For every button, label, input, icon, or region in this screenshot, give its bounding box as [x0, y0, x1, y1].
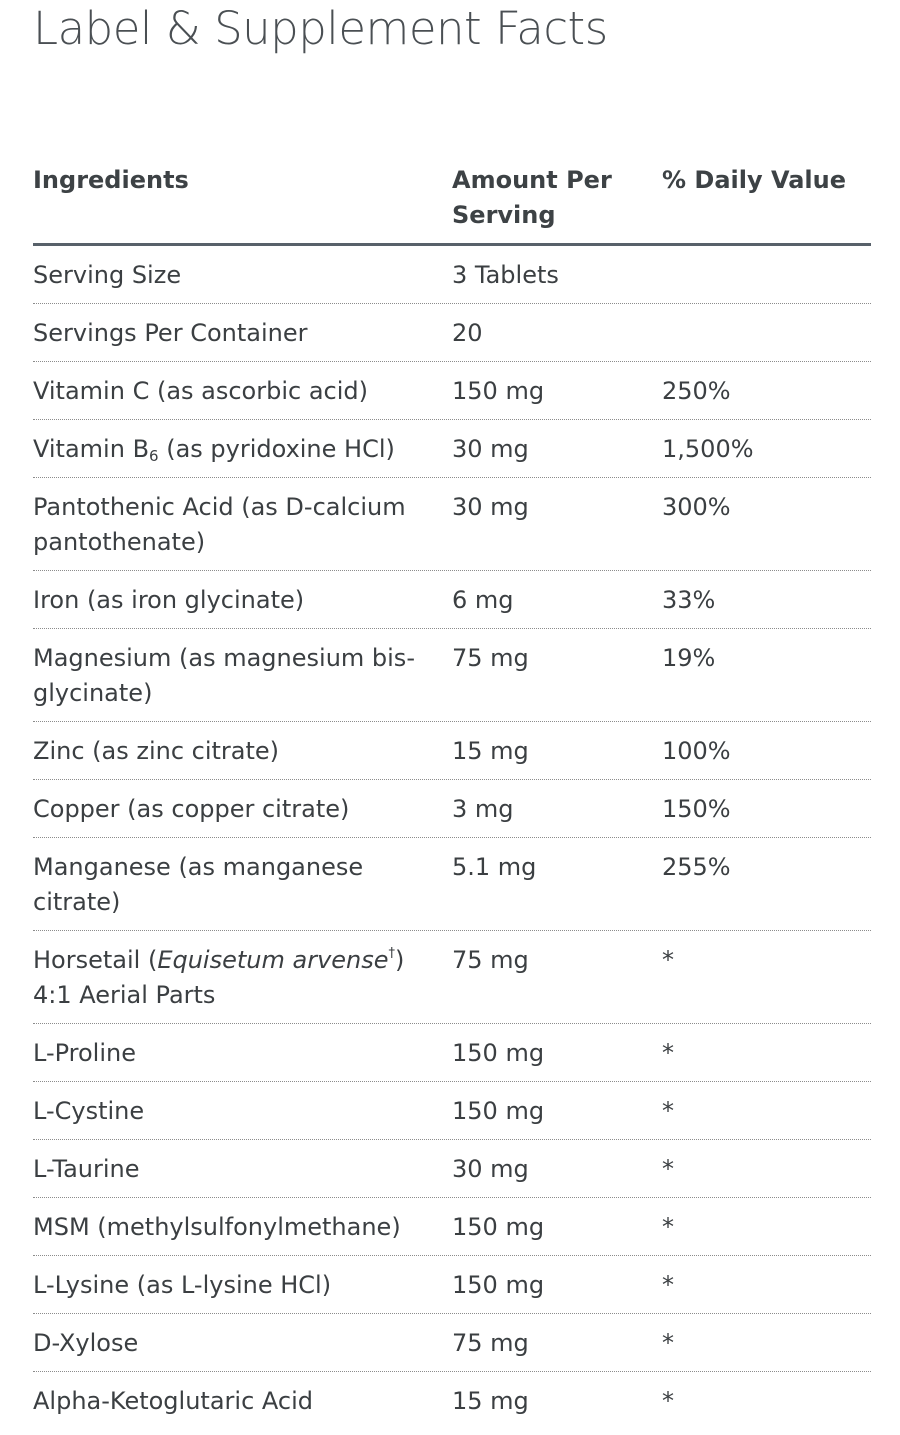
table-row	[33, 1140, 871, 1198]
daily-value: 255%	[662, 853, 731, 881]
ingredient-name-part: (as pyridoxine HCl)	[158, 435, 395, 463]
daily-value: *	[662, 1039, 674, 1067]
page-title: Label & Supplement Facts	[33, 2, 608, 55]
daily-value: 300%	[662, 493, 731, 521]
header-amount-per-serving	[452, 163, 652, 233]
amount-per-serving: 20	[452, 319, 483, 347]
ingredient-latin-name: Equisetum arvense	[157, 946, 389, 974]
table-row	[33, 1024, 871, 1082]
amount-per-serving: 150 mg	[452, 1039, 545, 1067]
ingredient-name: MSM (methylsulfonylmethane)	[33, 1213, 401, 1241]
daily-value: *	[662, 1271, 674, 1299]
table-row	[33, 838, 871, 931]
daily-value: *	[662, 1097, 674, 1125]
daily-value: 19%	[662, 644, 716, 672]
amount-per-serving: 30 mg	[452, 435, 529, 463]
ingredient-name: L-Lysine (as L-lysine HCl)	[33, 1271, 332, 1299]
ingredient-name: L-Taurine	[33, 1155, 140, 1183]
daily-value: 100%	[662, 737, 731, 765]
daily-value: *	[662, 1387, 674, 1415]
ingredient-name: Servings Per Container	[33, 319, 308, 347]
supplement-facts-table	[33, 163, 871, 1429]
header-amount-line1: Amount Per	[452, 166, 612, 194]
amount-per-serving: 6 mg	[452, 586, 514, 614]
amount-per-serving: 150 mg	[452, 1097, 545, 1125]
daily-value: *	[662, 1155, 674, 1183]
ingredient-name: Serving Size	[33, 261, 182, 289]
amount-per-serving: 30 mg	[452, 493, 529, 521]
header-daily-value: % Daily Value	[662, 166, 847, 194]
table-row	[33, 1314, 871, 1372]
table-row	[33, 629, 871, 722]
amount-per-serving: 150 mg	[452, 1271, 545, 1299]
amount-per-serving: 15 mg	[452, 1387, 529, 1415]
amount-per-serving: 3 Tablets	[452, 261, 559, 289]
table-row	[33, 931, 871, 1024]
table-row	[33, 362, 871, 420]
ingredient-name: L-Proline	[33, 1039, 136, 1067]
daily-value: *	[662, 1213, 674, 1241]
table-row	[33, 1082, 871, 1140]
amount-per-serving: 75 mg	[452, 1329, 529, 1357]
table-row	[33, 478, 871, 571]
ingredient-name: Copper (as copper citrate)	[33, 795, 350, 823]
amount-per-serving: 150 mg	[452, 1213, 545, 1241]
ingredient-name-part: ) 4:1 Aerial Parts	[33, 946, 405, 1009]
table-row	[33, 246, 871, 304]
daily-value: *	[662, 1329, 674, 1357]
ingredient-name: Iron (as iron glycinate)	[33, 586, 305, 614]
table-row	[33, 722, 871, 780]
ingredient-name-part: Horsetail (	[33, 946, 158, 974]
amount-per-serving: 75 mg	[452, 946, 529, 974]
ingredient-name: Zinc (as zinc citrate)	[33, 737, 280, 765]
table-row	[33, 571, 871, 629]
amount-per-serving: 150 mg	[452, 377, 545, 405]
table-header-row	[33, 163, 871, 246]
ingredient-name: L-Cystine	[33, 1097, 145, 1125]
amount-per-serving: 30 mg	[452, 1155, 529, 1183]
ingredient-name: Vitamin C (as ascorbic acid)	[33, 377, 369, 405]
table-row	[33, 304, 871, 362]
ingredient-name: Manganese (as manganese citrate)	[33, 853, 364, 916]
amount-per-serving: 3 mg	[452, 795, 514, 823]
ingredient-name-part: Vitamin B	[33, 435, 150, 463]
ingredient-subscript: 6	[149, 447, 159, 465]
ingredient-footnote-mark: †	[388, 946, 396, 961]
amount-per-serving: 15 mg	[452, 737, 529, 765]
header-amount-line2: Serving	[452, 201, 556, 229]
ingredient-name: Pantothenic Acid (as D-calcium pantothenate)	[33, 493, 406, 556]
daily-value: 1,500%	[662, 435, 754, 463]
table-row	[33, 780, 871, 838]
daily-value: 33%	[662, 586, 716, 614]
daily-value: 150%	[662, 795, 731, 823]
header-ingredients: Ingredients	[33, 166, 189, 194]
amount-per-serving: 75 mg	[452, 644, 529, 672]
daily-value: 250%	[662, 377, 731, 405]
ingredient-name: D-Xylose	[33, 1329, 139, 1357]
ingredient-name	[33, 432, 428, 467]
amount-per-serving: 5.1 mg	[452, 853, 537, 881]
table-row	[33, 1256, 871, 1314]
ingredient-name	[33, 943, 428, 1013]
ingredient-name: Magnesium (as magnesium bis-glycinate)	[33, 644, 415, 707]
ingredient-name: Alpha-Ketoglutaric Acid	[33, 1387, 313, 1415]
table-row	[33, 420, 871, 478]
table-row	[33, 1198, 871, 1256]
table-row	[33, 1372, 871, 1429]
daily-value: *	[662, 946, 674, 974]
